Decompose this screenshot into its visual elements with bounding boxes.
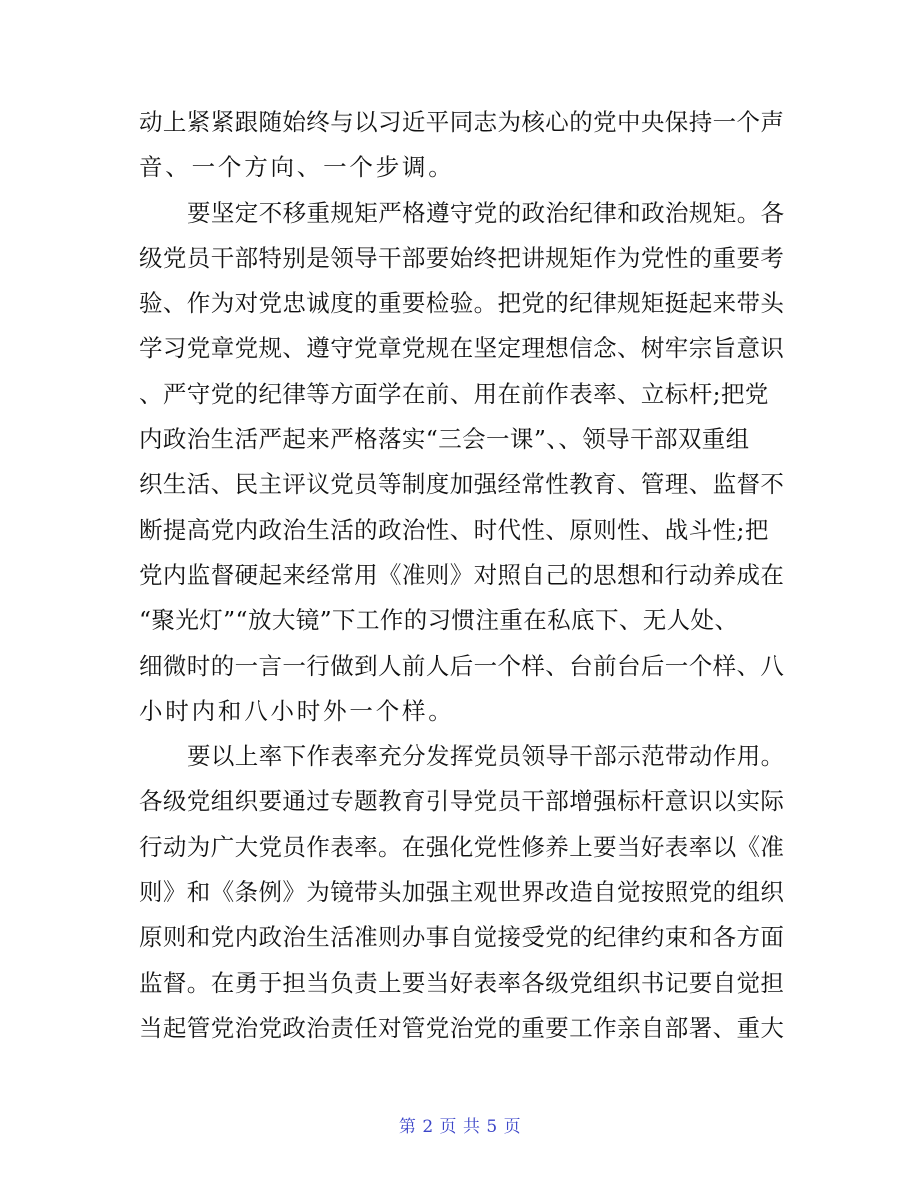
text-line: 音、一个方向、一个步调。	[139, 153, 455, 182]
text-line: 要以上率下作表率充分发挥党员领导干部示范带动作用。	[187, 742, 785, 771]
text-line: 监督。在勇于担当负责上要当好表率各级党组织书记要自觉担	[139, 968, 785, 997]
paragraph-3	[139, 734, 799, 1051]
text-line: 原则和党内政治生活准则办事自觉接受党的纪律约束和各方面	[139, 923, 785, 952]
text-line: 细微时的一言一行做到人前人后一个样、台前台后一个样、八	[139, 651, 785, 680]
text-line: 织生活、民主评议党员等制度加强经常性教育、管理、监督不	[139, 470, 785, 499]
text-line: 、严守党的纪律等方面学在前、用在前作表率、立标杆;把党	[139, 379, 769, 408]
text-line: 验、作为对党忠诚度的重要检验。把党的纪律规矩挺起来带头	[139, 289, 785, 318]
text-line: 学习党章党规、遵守党章党规在坚定理想信念、树牢宗旨意识	[139, 334, 785, 363]
document-body	[139, 100, 799, 1051]
paragraph-1	[139, 100, 799, 191]
text-line: 断提高党内政治生活的政治性、时代性、原则性、战斗性;把	[139, 515, 769, 544]
page-number-footer: 第 2 页 共 5 页	[398, 1117, 522, 1137]
text-line: 当起管党治党政治责任对管党治党的重要工作亲自部署、重大	[139, 1013, 785, 1042]
text-line: 小时内和八小时外一个样。	[139, 696, 455, 725]
paragraph-2	[139, 191, 799, 735]
text-line: 要坚定不移重规矩严格遵守党的政治纪律和政治规矩。各	[187, 198, 785, 227]
text-line: 行动为广大党员作表率。在强化党性修养上要当好表率以《准	[139, 832, 785, 861]
text-line: 则》和《条例》为镜带头加强主观世界改造自觉按照党的组织	[139, 878, 785, 907]
text-line: 级党员干部特别是领导干部要始终把讲规矩作为党性的重要考	[139, 243, 785, 272]
text-line: 党内监督硬起来经常用《准则》对照自己的思想和行动养成在	[139, 560, 785, 589]
text-line: 动上紧紧跟随始终与以习近平同志为核心的党中央保持一个声	[139, 108, 785, 136]
text-line: 内政治生活严起来严格落实“三会一课”、、领导干部双重组	[139, 425, 750, 454]
text-line: 各级党组织要通过专题教育引导党员干部增强标杆意识以实际	[139, 787, 785, 816]
text-line: “聚光灯”“放大镜”下工作的习惯注重在私底下、无人处、	[139, 606, 739, 635]
